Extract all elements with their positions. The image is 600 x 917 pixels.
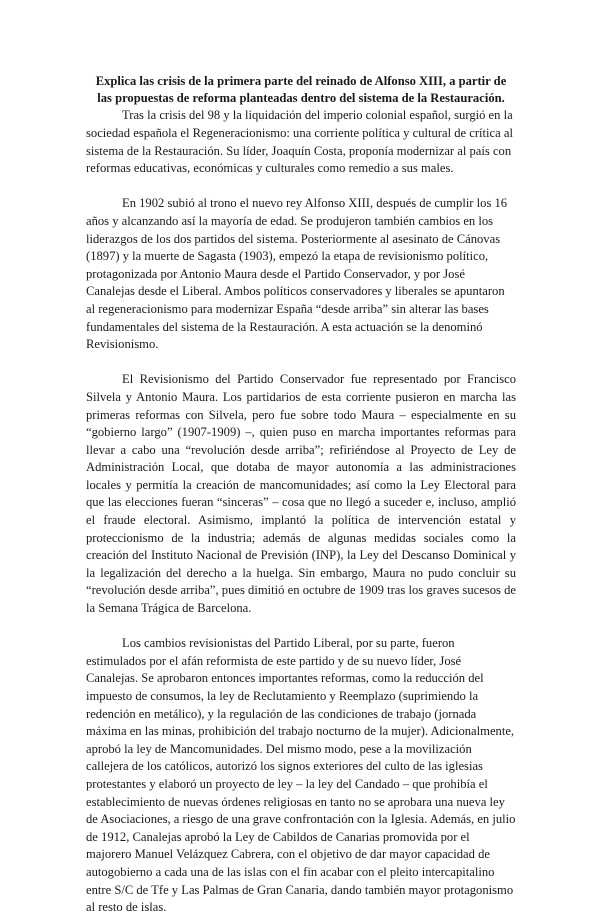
- paragraph-spacer: [86, 178, 516, 196]
- paragraph-regeneracionismo: Tras la crisis del 98 y la liquidación del imperio colonial español, surgió en la sociedad española el Regeneracionismo: una corriente política y cultural de crítica al sistema de la Restauración. Su líder, Joaquín Costa, proponía modernizar al país con reformas educativas, económicas y culturales como remedio a sus males.: [86, 108, 513, 176]
- paragraph-spacer: [86, 618, 516, 636]
- paragraph-spacer: [86, 354, 516, 372]
- paragraph-revisionismo-conservador: El Revisionismo del Partido Conservador fue representado por Francisco Silvela y Antonio Maura. Los partidarios de esta corriente pusieron en marcha las primeras reformas con Silvela, pero fue sobre todo Maura – especialmente en su “gobierno largo” (1907-1909) –, quien puso en marcha importantes reformas para llevar a cabo una “revolución desde arriba”; refiriéndose al Proyecto de Ley de Administración Local, que dotaba de mayor autonomía a las administraciones locales y permitía la creación de mancomunidades; así como la Ley Electoral para que las elecciones fueran “sinceras” – cosa que no llegó a suceder e, incluso, amplió el fraude electoral. Asimismo, implantó la política de intervención estatal y proteccionismo de la industria; además de algunas medidas sociales como la creación del Instituto Nacional de Previsión (INP), la Ley del Descanso Dominical y la legalización del derecho a la huelga. Sin embargo, Maura no pudo concluir su “revolución desde arriba”, pues dimitió en octubre de 1909 tras los graves sucesos de la Semana Trágica de Barcelona.: [86, 372, 516, 616]
- document-body: [86, 73, 516, 917]
- document-title: Explica las crisis de la primera parte del reinado de Alfonso XIII, a partir de las propuestas de reforma planteadas dentro del sistema de la Restauración.: [95, 74, 507, 106]
- paragraph-alfonso-xiii: En 1902 subió al trono el nuevo rey Alfonso XIII, después de cumplir los 16 años y alcanzando así la mayoría de edad. Se produjeron también cambios en los liderazgos de los dos partidos del sistema. Posteriormente al asesinato de Cánovas (1897) y la muerte de Sagasta (1903), empezó la etapa de revisionismo político, protagonizada por Antonio Maura desde el Partido Conservador, y por José Canalejas desde el Liberal. Ambos políticos conservadores y liberales se apuntaron al regeneracionismo para modernizar España “desde arriba” sin alterar las bases fundamentales del sistema de la Restauración. A esta actuación se la denominó Revisionismo.: [86, 196, 508, 352]
- paragraph-revisionismo-liberal: Los cambios revisionistas del Partido Liberal, por su parte, fueron estimulados por el afán reformista de este partido y de su nuevo líder, José Canalejas. Se aprobaron entonces importantes reformas, como la reducción del impuesto de consumos, la ley de Reclutamiento y Reemplazo (suprimiendo la redención en metálico), y la regulación de las condiciones de trabajo (jornada máxima en las minas, prohibición del trabajo nocturno de la mujer). Adicionalmente, aprobó la ley de Mancomunidades. Del mismo modo, pese a la movilización callejera de los católicos, autorizó los signos exteriores del culto de las iglesias protestantes y elaboró un proyecto de ley – la ley del Candado – que prohibía el establecimiento de nuevas órdenes religiosas en tanto no se aprobara una nueva ley de Asociaciones, a riesgo de una grave confrontación con la Iglesia. Además, en julio de 1912, Canalejas aprobó la Ley de Cabildos de Canarias promovida por el majorero Manuel Velázquez Cabrera, con el objetivo de dar mayor capacidad de autogobierno a cada una de las islas con el fin acabar con el pleito intercapitalino entre S/C de Tfe y Las Palmas de Gran Canaria, dando también mayor protagonismo al resto de islas.: [86, 636, 516, 915]
